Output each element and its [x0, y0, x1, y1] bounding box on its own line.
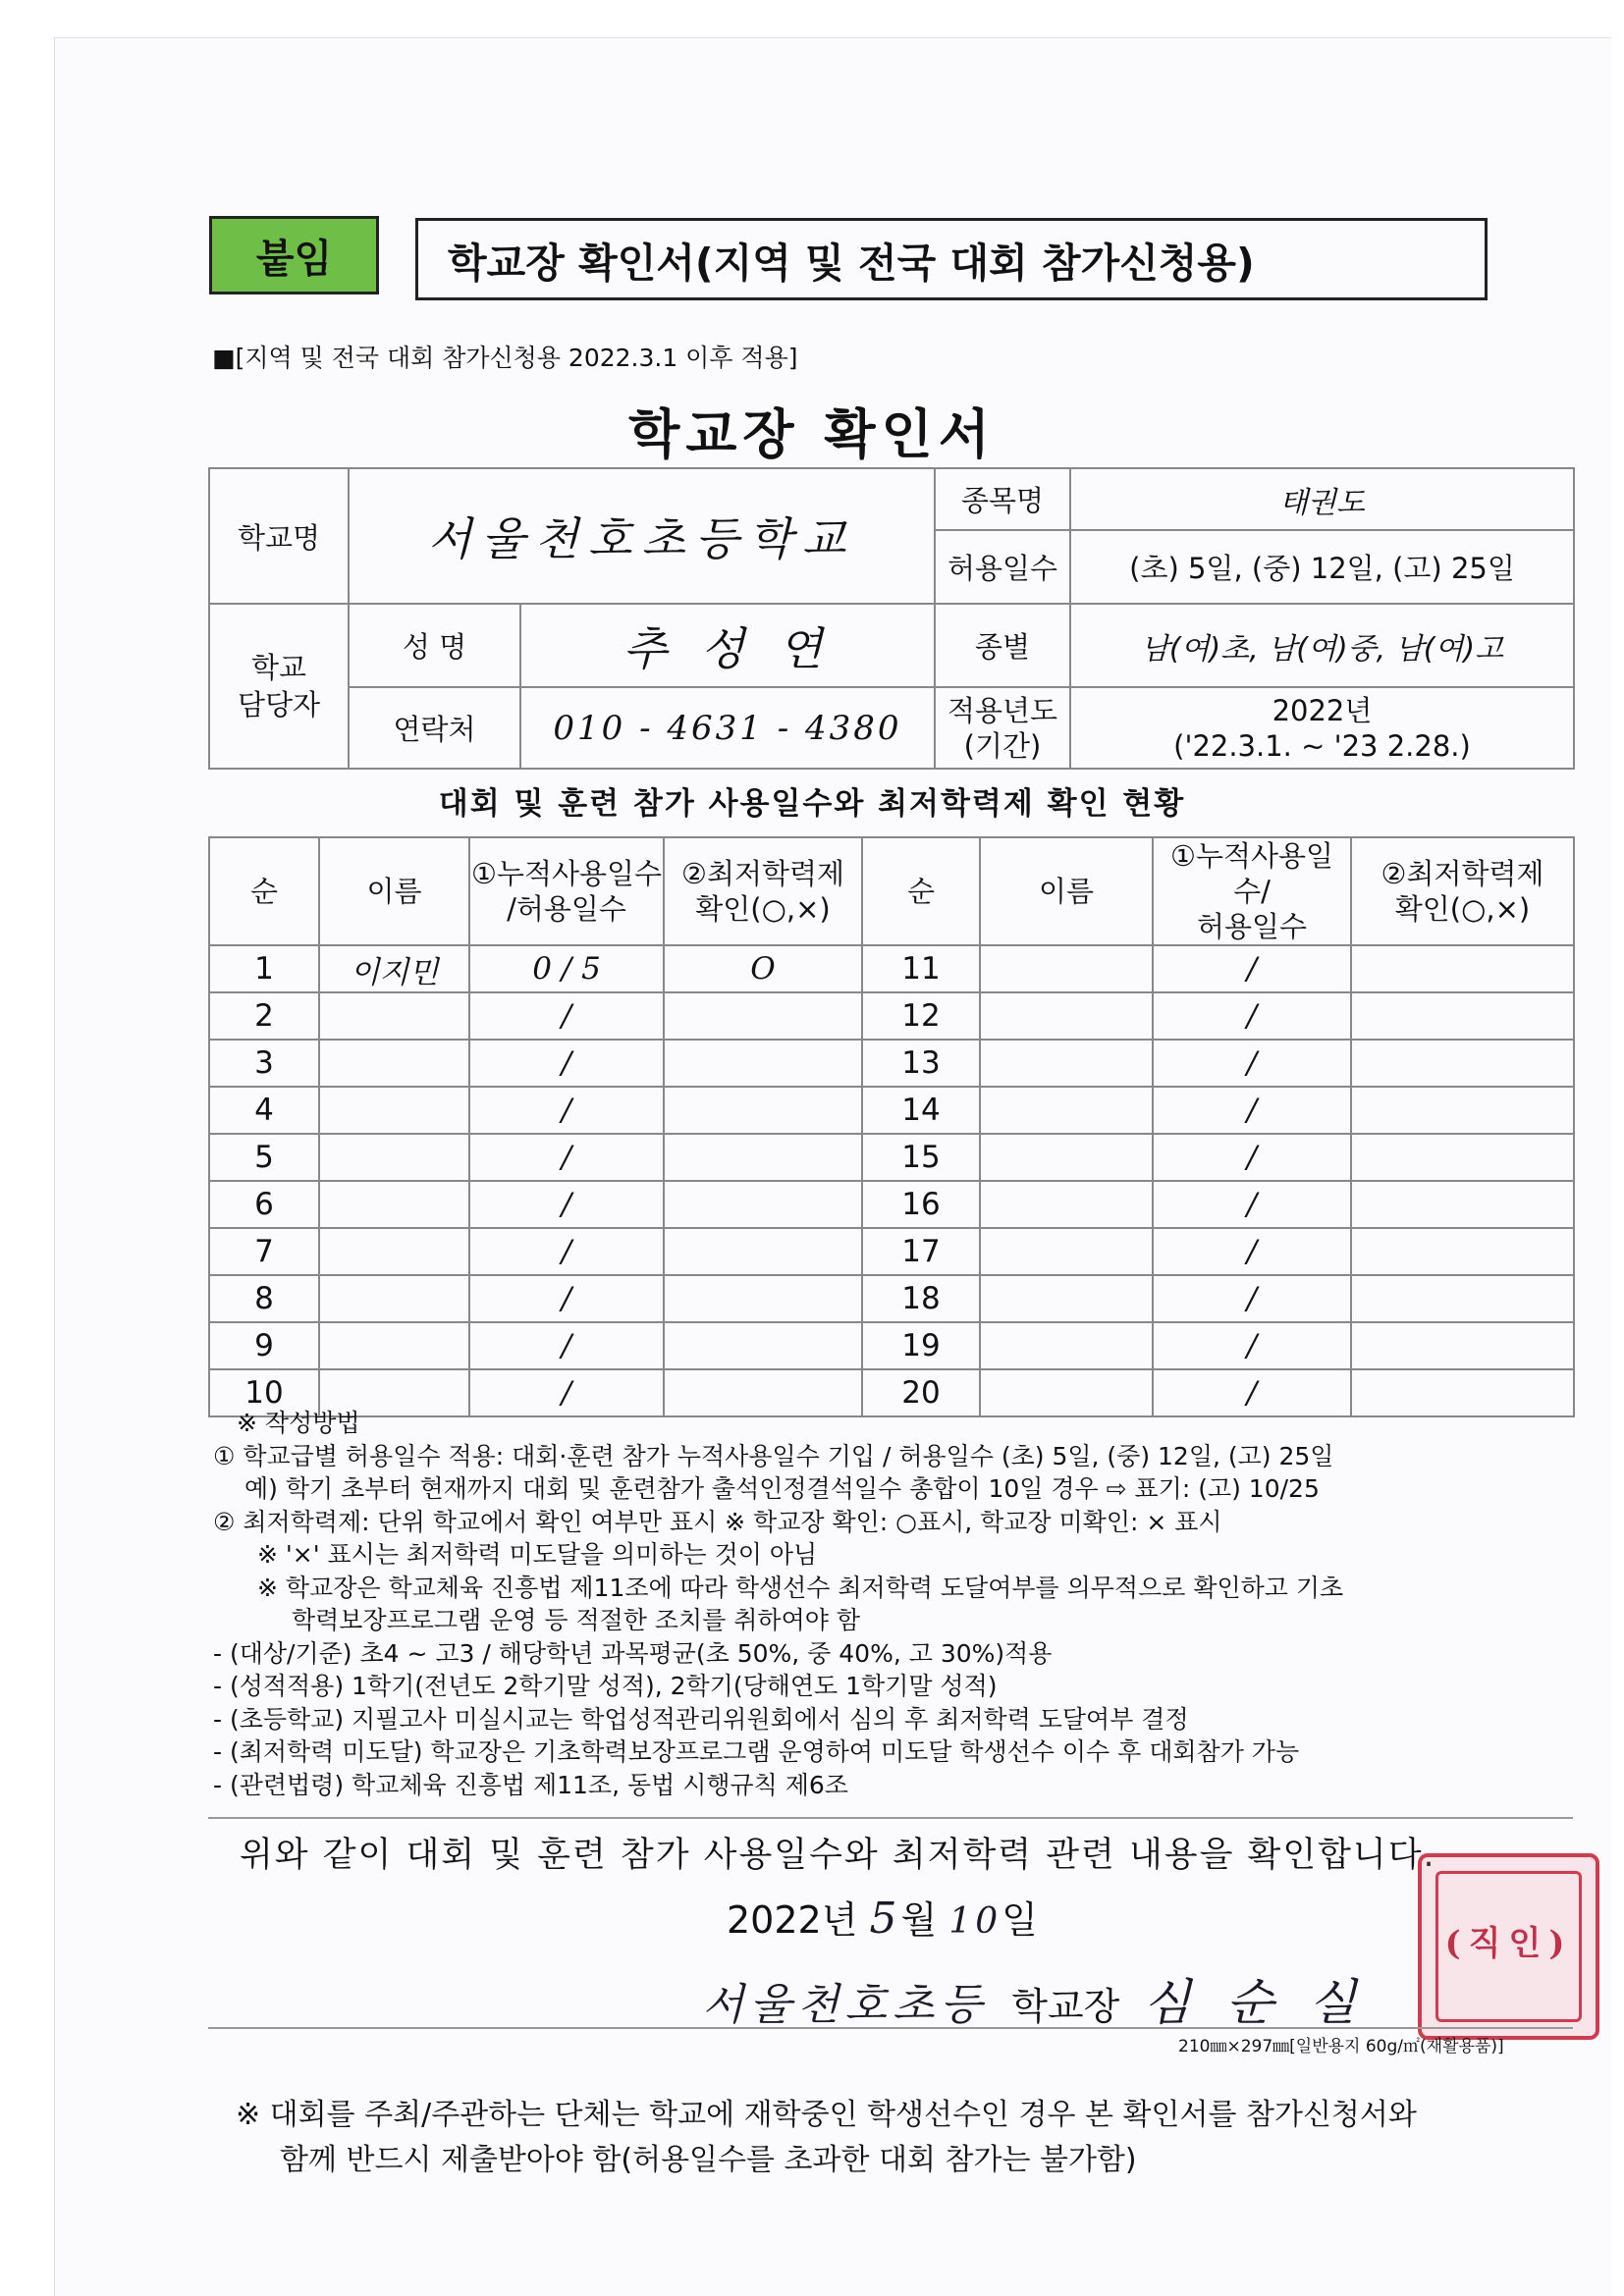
- academic-check: [1351, 945, 1574, 992]
- used-days: /: [1153, 945, 1351, 992]
- name-label: 성 명: [349, 604, 520, 687]
- student-name: [980, 1275, 1153, 1322]
- used-days: /: [1153, 1087, 1351, 1134]
- academic-check: [1351, 1228, 1574, 1275]
- form-subnote: ■[지역 및 전국 대회 참가신청용 2022.3.1 이후 적용]: [212, 344, 798, 372]
- student-name: [319, 1087, 469, 1134]
- roster-header-5: 순: [862, 837, 980, 945]
- student-name: [980, 1181, 1153, 1228]
- row-number: 2: [209, 992, 319, 1040]
- used-days: /: [1153, 1181, 1351, 1228]
- manager-name-value: 추 성 연: [520, 604, 935, 687]
- paper-spec: 210㎜×297㎜[일반용지 60g/㎡(재활용품)]: [1178, 2037, 1504, 2056]
- used-days: /: [469, 1322, 664, 1369]
- note-1: ① 학교급별 허용일수 적용: 대회·훈련 참가 누적사용일수 기입 / 허용일수 (초) 5일, (중) 12일, (고) 25일: [213, 1441, 1334, 1470]
- row-number: 11: [862, 945, 980, 992]
- year-period: ('22.3.1. ~ '23 2.28.): [1173, 728, 1471, 763]
- student-name: [980, 1134, 1153, 1181]
- row-number: 16: [862, 1181, 980, 1228]
- roster-header-8: ②최저학력제 확인(○,×): [1351, 837, 1574, 945]
- used-days: /: [1153, 1040, 1351, 1087]
- table-row: [209, 1087, 1574, 1134]
- note-2-a: ※ '×' 표시는 최저학력 미도달을 의미하는 것이 아님: [257, 1540, 818, 1569]
- manager-label: 학교 담당자: [209, 604, 349, 769]
- date-year: 2022년: [727, 1898, 858, 1942]
- student-name: [980, 945, 1153, 992]
- used-days: /: [469, 1040, 664, 1087]
- academic-check: [664, 1040, 862, 1087]
- bottom-divider: [208, 2027, 1573, 2029]
- table-row: [209, 1040, 1574, 1087]
- school-label: 학교명: [209, 468, 349, 604]
- detail-1: - (대상/기준) 초4 ~ 고3 / 해당학년 과목평균(초 50%, 중 40%, 고 30%)적용: [213, 1638, 1053, 1668]
- used-days: /: [469, 1134, 664, 1181]
- academic-check: [1351, 992, 1574, 1040]
- row-number: 4: [209, 1087, 319, 1134]
- gender-value: 남(여)초, 남(여)중, 남(여)고: [1070, 604, 1574, 687]
- used-days: /: [1153, 1228, 1351, 1275]
- student-name: [319, 1228, 469, 1275]
- academic-check: [664, 1275, 862, 1322]
- roster-header-4: ②최저학력제 확인(○,×): [664, 837, 862, 945]
- official-seal-stamp: [1418, 1853, 1599, 2040]
- used-days: /: [1153, 992, 1351, 1040]
- form-title-box: 학교장 확인서(지역 및 전국 대회 참가신청용): [415, 218, 1488, 300]
- academic-check: [664, 1087, 862, 1134]
- note-2-b: ※ 학교장은 학교체육 진흥법 제11조에 따라 학생선수 최저학력 도달여부를 의무적으로 확인하고 기초: [257, 1573, 1344, 1602]
- signer-school: 서울천호초등: [702, 1980, 989, 2030]
- year-cell: [1070, 687, 1574, 769]
- signer-name: 심 순 실: [1143, 1974, 1367, 2031]
- row-number: 12: [862, 992, 980, 1040]
- table-row: [209, 1134, 1574, 1181]
- row-number: 20: [862, 1369, 980, 1416]
- notes-heading: ※ 작성방법: [237, 1409, 360, 1437]
- academic-check: [1351, 1087, 1574, 1134]
- detail-5: - (관련법령) 학교체육 진흥법 제11조, 동법 시행규칙 제6조: [213, 1770, 848, 1799]
- academic-check: [1351, 1322, 1574, 1369]
- allowed-days-value: (초) 5일, (중) 12일, (고) 25일: [1070, 530, 1574, 604]
- gender-label: 종별: [935, 604, 1070, 687]
- student-name: [980, 992, 1153, 1040]
- used-days: /: [469, 992, 664, 1040]
- used-days: /: [469, 1275, 664, 1322]
- signer-title: 학교장: [1011, 1985, 1120, 2028]
- roster-header-7: ①누적사용일수/ 허용일수: [1153, 837, 1351, 945]
- note-2-b-cont: 학력보장프로그램 운영 등 적절한 조치를 취하여야 함: [292, 1606, 860, 1634]
- used-days: /: [1153, 1369, 1351, 1416]
- student-name: [319, 1322, 469, 1369]
- used-days: /: [469, 1369, 664, 1416]
- student-name: [980, 1228, 1153, 1275]
- row-number: 7: [209, 1228, 319, 1275]
- contact-value: 010 - 4631 - 4380: [520, 687, 935, 769]
- academic-check: [664, 1322, 862, 1369]
- roster-header-2: 이름: [319, 837, 469, 945]
- row-number: 14: [862, 1087, 980, 1134]
- academic-check: [664, 1181, 862, 1228]
- used-days: /: [469, 1228, 664, 1275]
- date-day: 10: [948, 1901, 1002, 1942]
- academic-check: [664, 992, 862, 1040]
- academic-check: [1351, 1275, 1574, 1322]
- table-row: [209, 1275, 1574, 1322]
- note-1-example: 예) 학기 초부터 현재까지 대회 및 훈련참가 출석인정결석일수 총합이 10일 경우 ⇨ 표기: (고) 10/25: [244, 1474, 1320, 1503]
- contact-label: 연락처: [349, 687, 520, 769]
- table-row: [209, 945, 1574, 992]
- attachment-tag: 붙임: [209, 216, 379, 294]
- footer-line-1: ※ 대회를 주최/주관하는 단체는 학교에 재학중인 학생선수인 경우 본 확인서를 참가신청서와: [236, 2098, 1417, 2132]
- academic-check: [1351, 1181, 1574, 1228]
- used-days: 0 / 5: [469, 945, 664, 992]
- row-number: 10: [209, 1369, 319, 1416]
- footer-line-2: 함께 반드시 제출받아야 함(허용일수를 초과한 대회 참가는 불가함): [280, 2143, 1137, 2177]
- student-name: [319, 1134, 469, 1181]
- detail-4: - (최저학력 미도달) 학교장은 기초학력보장프로그램 운영하여 미도달 학생선수 이수 후 대회참가 가능: [213, 1737, 1300, 1766]
- confirmation-text: 위와 같이 대회 및 훈련 참가 사용일수와 최저학력 관련 내용을 확인합니다.: [240, 1836, 1436, 1875]
- row-number: 17: [862, 1228, 980, 1275]
- student-name: [980, 1322, 1153, 1369]
- academic-check: [1351, 1040, 1574, 1087]
- row-number: 1: [209, 945, 319, 992]
- student-name: [319, 1040, 469, 1087]
- allowed-days-label: 허용일수: [935, 530, 1070, 604]
- student-name: 이지민: [319, 945, 469, 992]
- footer-note: [236, 2093, 1417, 2183]
- row-number: 3: [209, 1040, 319, 1087]
- table-row: [209, 1181, 1574, 1228]
- detail-2: - (성적적용) 1학기(전년도 2학기말 성적), 2학기(당해연도 1학기말 성적): [213, 1672, 998, 1700]
- sport-value: 태권도: [1070, 468, 1574, 530]
- roster-header-1: 순: [209, 837, 319, 945]
- row-number: 19: [862, 1322, 980, 1369]
- used-days: /: [469, 1181, 664, 1228]
- table-row: [209, 992, 1574, 1040]
- academic-check: O: [664, 945, 862, 992]
- row-number: 6: [209, 1181, 319, 1228]
- student-name: [319, 992, 469, 1040]
- row-number: 15: [862, 1134, 980, 1181]
- date-day-unit: 일: [1001, 1898, 1038, 1942]
- academic-check: [1351, 1134, 1574, 1181]
- notes-divider: [208, 1817, 1573, 1819]
- roster-table: [208, 836, 1575, 1417]
- used-days: /: [1153, 1322, 1351, 1369]
- row-number: 13: [862, 1040, 980, 1087]
- table-row: [209, 1228, 1574, 1275]
- school-value: 서울천호초등학교: [349, 468, 935, 604]
- seal-label: (직인): [1444, 1924, 1573, 1963]
- row-number: 5: [209, 1134, 319, 1181]
- note-2: ② 최저학력제: 단위 학교에서 확인 여부만 표시 ※ 학교장 확인: ○표시, 학교장 미확인: × 표시: [213, 1507, 1222, 1536]
- used-days: /: [469, 1087, 664, 1134]
- student-name: [980, 1040, 1153, 1087]
- roster-header-3: ①누적사용일수 /허용일수: [469, 837, 664, 945]
- academic-check: [664, 1228, 862, 1275]
- signature-line: [702, 1963, 1366, 2034]
- date-month: 5: [869, 1894, 901, 1944]
- used-days: /: [1153, 1134, 1351, 1181]
- table-row: [209, 1322, 1574, 1369]
- info-table: [208, 467, 1575, 770]
- roster-header-6: 이름: [980, 837, 1153, 945]
- issue-date: [727, 1890, 1038, 1944]
- sport-label: 종목명: [935, 468, 1070, 530]
- year-label: 적용년도 (기간): [935, 687, 1070, 769]
- section-title: 대회 및 훈련 참가 사용일수와 최저학력제 확인 현황: [438, 786, 1186, 822]
- row-number: 18: [862, 1275, 980, 1322]
- student-name: [319, 1275, 469, 1322]
- academic-check: [664, 1134, 862, 1181]
- date-month-unit: 월: [900, 1898, 938, 1942]
- used-days: /: [1153, 1275, 1351, 1322]
- row-number: 9: [209, 1322, 319, 1369]
- year-value: 2022년: [1272, 693, 1373, 727]
- detail-3: - (초등학교) 지필고사 미실시교는 학업성적관리위원회에서 심의 후 최저학력 도달여부 결정: [213, 1704, 1189, 1734]
- instructions: [213, 1407, 1578, 1801]
- row-number: 8: [209, 1275, 319, 1322]
- student-name: [319, 1181, 469, 1228]
- student-name: [980, 1087, 1153, 1134]
- page-title: 학교장 확인서: [628, 403, 996, 465]
